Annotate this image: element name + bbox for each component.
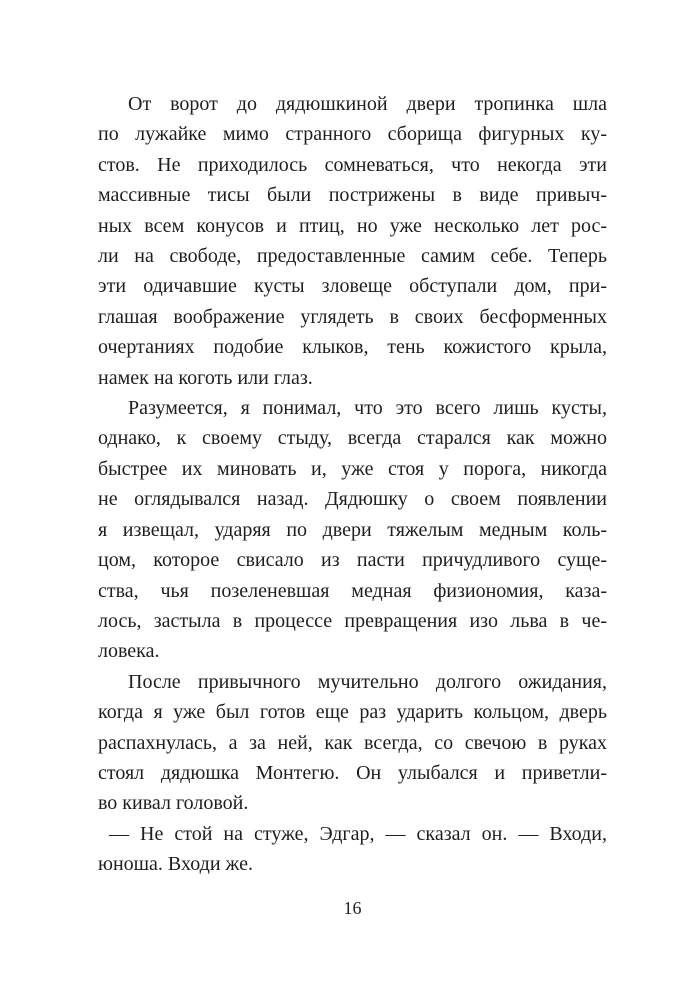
text-line: цом, которое свисало из пасти причудливого суще- <box>98 549 607 572</box>
text-line: лось, застыла в процессе превращения изо льва в че- <box>98 609 607 632</box>
text-line: когда я уже был готов еще раз ударить кольцом, дверь <box>98 701 607 724</box>
paragraph-1 <box>98 89 607 393</box>
text-line: ли на свободе, предоставленные самим себе. Теперь <box>98 245 607 268</box>
paragraph-3 <box>98 667 607 819</box>
text-line: стоял дядюшка Монтегю. Он улыбался и приветли- <box>98 761 607 784</box>
page-text <box>98 89 607 880</box>
text-line: распахнулась, а за ней, как всегда, со свечою в руках <box>98 731 607 754</box>
text-line: по лужайке мимо странного сборища фигурных ку- <box>98 123 607 146</box>
text-line: массивные тисы были пострижены в виде привыч- <box>98 184 607 207</box>
text-line: я извещал, ударяя по двери тяжелым медным коль- <box>98 518 607 541</box>
page-number: 16 <box>343 898 362 918</box>
paragraph-2 <box>98 393 607 667</box>
text-line: глашая воображение углядеть в своих бесформенных <box>98 305 607 328</box>
text-line: очертаниях подобие клыков, тень кожистого крыла, <box>98 336 607 359</box>
text-line: юноша. Входи же. <box>98 853 253 876</box>
paragraph-4-dialogue <box>98 819 607 880</box>
text-line: После привычного мучительно долгого ожидания, <box>128 670 607 693</box>
text-line: ловека. <box>98 640 160 663</box>
text-line: во кивал головой. <box>98 792 249 815</box>
text-line: ных всем конусов и птиц, но уже несколько лет рос- <box>98 214 607 237</box>
text-line: намек на коготь или глаз. <box>98 366 313 389</box>
text-line: От ворот до дядюшкиной двери тропинка шла <box>128 93 607 115</box>
text-line: однако, к своему стыду, всегда старался как можно <box>98 427 607 450</box>
text-line: быстрее их миновать и, уже стоя у порога, никогда <box>98 457 607 480</box>
text-line: ства, чья позеленевшая медная физиономия, каза- <box>98 579 607 602</box>
text-line: эти одичавшие кусты зловеще обступали дом, при- <box>98 275 607 298</box>
text-line: стов. Не приходилось сомневаться, что некогда эти <box>98 153 607 176</box>
text-line: — Не стой на стуже, Эдгар, — сказал он. — Входи, <box>109 822 607 845</box>
text-line: Разумеется, я понимал, что это всего лишь кусты, <box>128 397 607 420</box>
text-line: не оглядывался назад. Дядюшку о своем появлении <box>98 488 607 511</box>
